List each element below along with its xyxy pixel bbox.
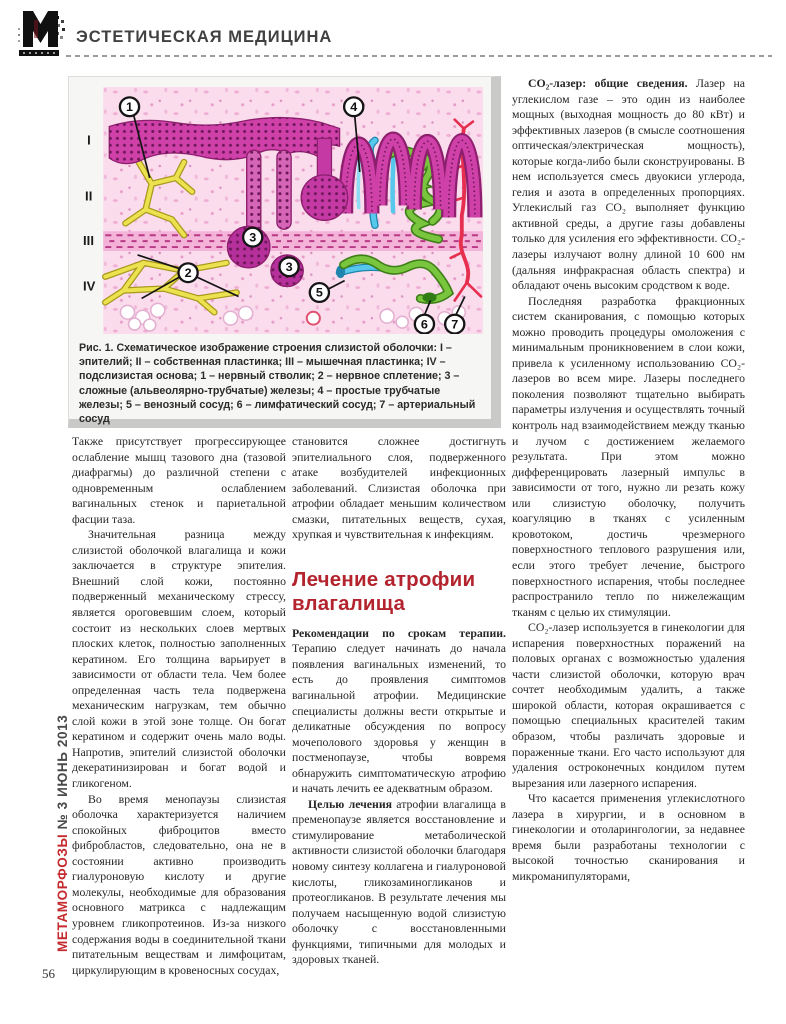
text-column-2 [292,434,506,968]
svg-text:1: 1 [125,100,134,114]
journal-issue: № 3 ИЮНЬ 2013 [55,714,70,834]
callout-5 [310,283,329,302]
masthead [0,0,786,64]
svg-text:3: 3 [285,260,293,275]
paragraph: Во время менопаузы слизистая оболочка характеризуется наличием спокойных фиброцитов вместо фибробластов, следовательно, она не в состоянии активно производить гиалуроновую кислоту и другие молекулы, необходимые для образования основного матрикса с надлежащим уровнем гликопротеинов. Из-за низкого содержания воды в соединительной ткани питательным веществам и лимфоцитам, циркулирующим в кровеносных сосудах, [72,791,286,977]
mucosa-histology-diagram [79,87,483,334]
svg-text:5: 5 [315,285,323,300]
paragraph: CO₂-лазер используется в гинекологии для испарения поверхностных поражений на половых органах с возможностью удаления части слизистой оболочки, которую врач сочтет необходимым удалить, а также широкой области, которая окрашивается с помощью специальных красителей таким образом, чтобы различать здоровые и пораженные ткани. Его часто используют для удаления остроконечных кондилом путем вырезания или лазерного испарения. [512,620,745,790]
paragraph: Также присутствует прогрессирующее ослабление мышц тазового дна (тазовой диафрагмы) до различной степени с одновременным ослаблением вагинальных стенок и париетальной фасции таза. [72,434,286,526]
paragraph-lead: Рекомендации по срокам терапии. [292,625,506,640]
header-dashed-rule [66,55,772,57]
journal-name: МЕТАМОРФОЗЫ [55,833,70,952]
layer-label-IV: IV [83,278,96,294]
paragraph-text: Терапию следует начинать до начала появления вагинальных изменений, то есть до проявления симптомов вагинальной атрофии. Медицинские специалисты должны вести открытые и деликатные обсуждения по вопросу мочеполового здоровья у женщин в постменопаузе, чтобы вовремя обнаружить симптоматическую атрофию и начать лечить ее адекватным образом. [292,641,506,796]
callout-6 [415,315,434,334]
svg-text:7: 7 [451,317,459,332]
callout-3a [243,228,262,247]
svg-text:4: 4 [350,100,358,114]
layer-label-III: III [83,233,94,249]
layer-label-I: I [87,132,91,148]
metamorphoses-logo-icon [16,8,68,60]
magazine-title: ЭСТЕТИЧЕСКАЯ МЕДИЦИНА [76,28,333,46]
svg-text:3: 3 [249,230,257,245]
svg-text:6: 6 [420,317,428,332]
figure-1-panel [68,76,501,428]
paragraph [292,797,506,968]
section-heading: Лечение атрофии влагалища [292,567,476,615]
text-column-3 [512,76,745,884]
paragraph-text: Лазер на углекислом газе – это один из наиболее мощных (выходная мощность до 80 кВт) и эффективных лазеров (в смысле соотношения оптическая/электрическая мощность), которые когда-либо были сконструированы. В нем используется смесь двуокиси углерода, гелия и азота в определенных пропорциях. Углекислый газ CO₂ выполняет функцию активной среды, а другие газы добавлены только для усиления его эффективности. CO₂-лазеры излучают волну длиной 10 600 нм (дальняя инфракрасная область спектра) и обладают очень высоким сродством к воде. [512,76,745,293]
layer-labels [83,132,96,293]
callout-4 [344,97,363,116]
callout-2 [178,263,197,282]
paragraph [512,76,745,294]
paragraph-lead: Целью лечения [308,796,393,811]
paragraph-lead: CO₂-лазер: общие сведения. [528,76,688,90]
callout-3b [279,257,298,276]
callout-1 [120,97,139,116]
paragraph: становится сложнее достигнуть эпителиального слоя, подверженного атаке возбудителей инфекционных заболеваний. Слизистая оболочка при атрофии обладает меньшим количеством смазки, питательных веществ, сухая, хрупкая и чувствительная к инфекциям. [292,434,506,542]
svg-text:2: 2 [184,266,192,280]
paragraph: Последняя разработка фракционных систем сканирования, с помощью которых можно проводить процедуры омоложения с минимальным проникновением в слои кожи, привела к усиленному использованию CO₂-лазеров во всем мире. Лазеры последнего поколения позволяют тщательно выбирать параметры излучения и осуществлять точный контроль над взаимодействием между тканью и лучом с достижением желаемого результата. При этом можно дифференцировать лазерный импульс в зависимости от того, нужно ли резать кожу или слизистую оболочку, получить коагуляцию в тканях с усиленным кровотоком, достичь чрезмерного поверхностного теплового разрушения или, если этого требует лечение, быстрого поверхностного испарения, чтобы последнее распространило тепло по нижележащим тканям с целью их стимуляции. [512,293,745,619]
figure-caption: Рис. 1. Схематическое изображение строения слизистой оболочки: I – эпителий; II – собственная пластинка; III – мышечная пластинка; IV – подслизистая основа; 1 – нервный стволик; 2 – нервное сплетение; 3 – сложные (альвеолярно-трубчатые) железы; 4 – простые трубчатые железы; 5 – венозный сосуд; 6 – лимфатический сосуд; 7 – артериальный сосуд [79,342,476,426]
callout-7 [445,315,464,334]
paragraph: Значительная разница между слизистой оболочкой влагалища и кожи заключается в структуре эпителия. Внешний слой кожи, постоянно подверженный механическому стрессу, является ороговевшим слоем, который состоит из нескольких слоев мертвых плоских клеток, полностью заполненных кератином. Его толщина варьирует в зависимости от области тела. Чем более определенная часть тела подвержена механическим нагрузкам, тем обычно слой кожи в этой зоне толще. Он богат кератином и содержит очень мало воды. Напротив, эпителий слизистой оболочки декератинизирован и богат водой и гликогеном. [72,527,286,791]
layer-label-II: II [85,188,93,204]
paragraph-text: атрофии влагалища в пременопаузе является восстановление и стимулирование метаболической активности слизистой оболочки благодаря новому синтезу коллагена и гиалуроновой кислоты, гликозаминогликанов и протеогликанов. В результате лечения мы получаем насыщенную водой слизистую оболочку с восстановленными функциями, типичными для молодых и здоровых тканей. [292,796,506,967]
paragraph: Что касается применения углекислотного лазера в хирургии, и в основном в гинекологии и отоларингологии, за недавнее время были разработаны технологии с высокой точностью сканирования и микроманипуляторами, [512,791,745,883]
journal-issue-vertical-label [55,715,70,952]
paragraph [292,626,506,797]
text-column-1 [72,434,286,978]
page-number: 56 [42,966,55,981]
